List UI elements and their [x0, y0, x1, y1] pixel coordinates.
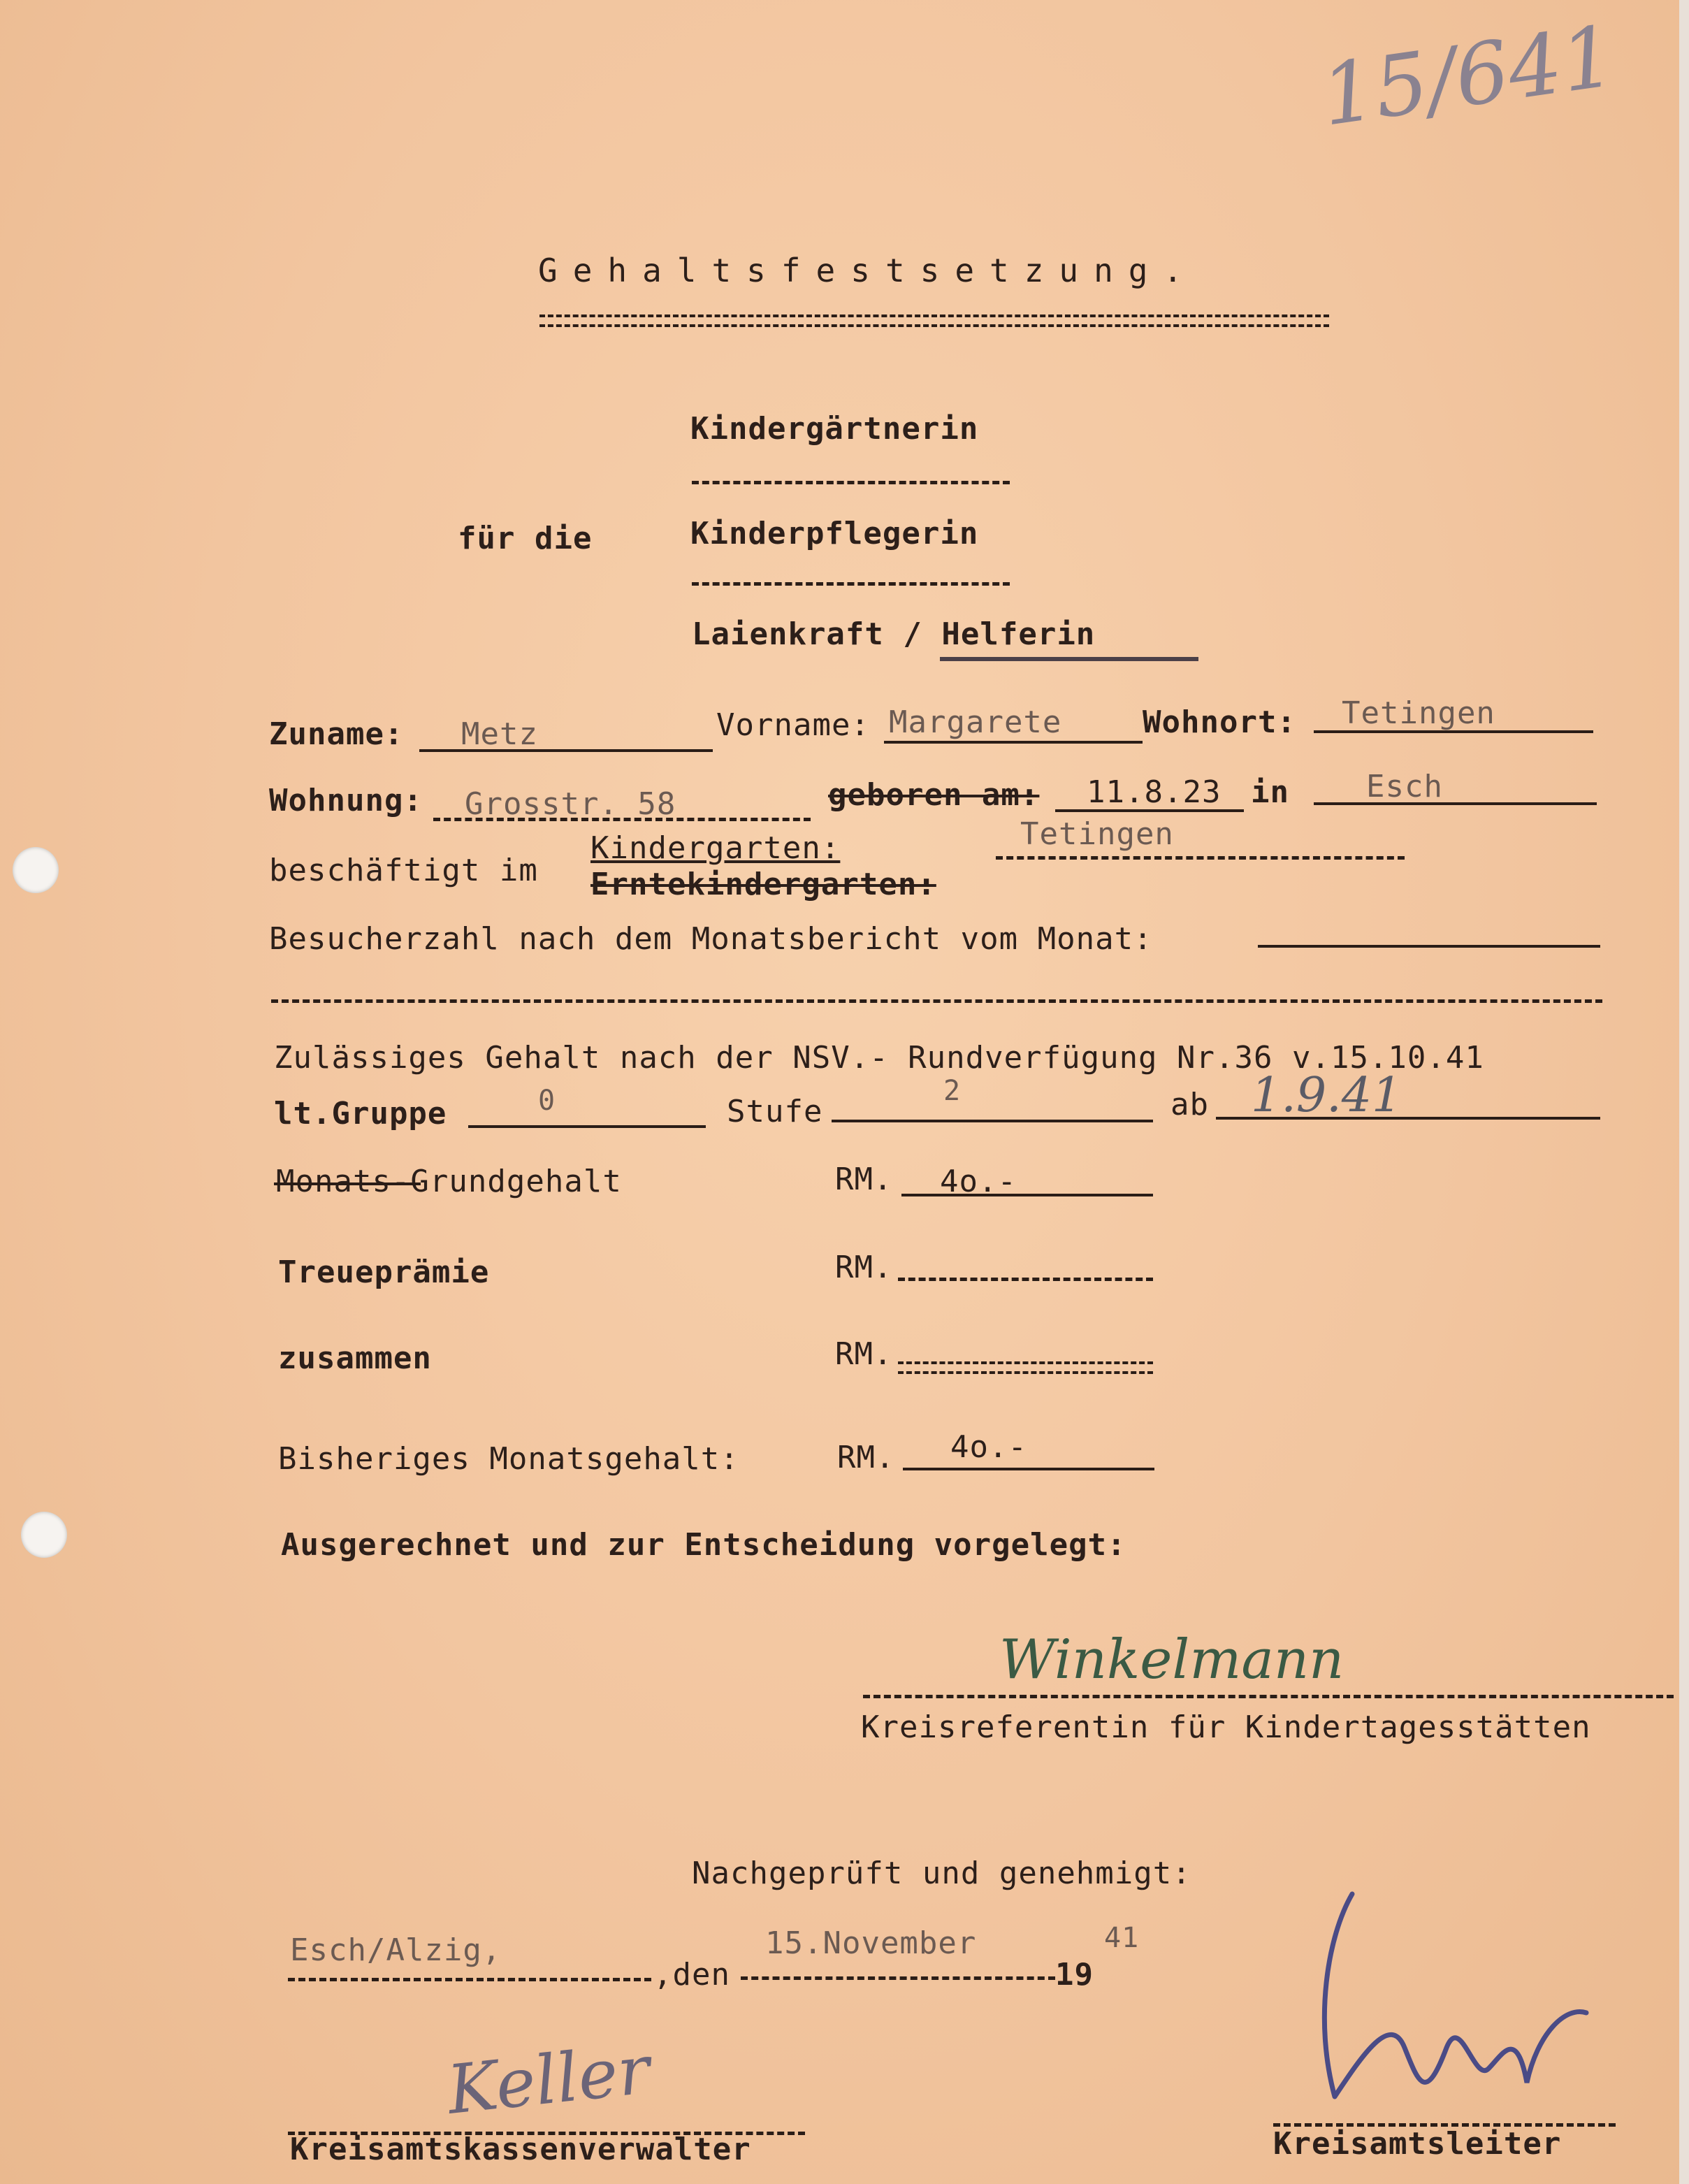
signer-2-title: Kreisamtskassenverwalter: [290, 2132, 751, 2167]
vorname-label: Vorname:: [716, 707, 870, 743]
besucherzahl-line-2: [271, 999, 1602, 1003]
ab-line: [1216, 1117, 1600, 1120]
year-suffix: 41: [1104, 1922, 1140, 1954]
geboren-line: [1055, 809, 1244, 812]
signature-winkelmann: Winkelmann: [999, 1628, 1344, 1691]
helferin-underline: [940, 657, 1198, 661]
place-line: [288, 1978, 651, 1981]
year-prefix: 19: [1055, 1957, 1094, 1993]
rule-line: Zulässiges Gehalt nach der NSV.- Rundverfügung Nr.36 v.15.10.41: [274, 1040, 1484, 1076]
signature-keller: Keller: [443, 2030, 654, 2129]
signer-2-line: [288, 2132, 805, 2135]
wohnung-value: Grosstr. 58: [465, 786, 676, 822]
file-number: 15/641: [1315, 8, 1621, 145]
kindergarten-value: Tetingen: [1020, 816, 1174, 852]
signature-1-line: [863, 1695, 1674, 1698]
den-label: ,den: [653, 1957, 730, 1993]
punch-hole-bottom: [21, 1512, 67, 1558]
date-line: [741, 1976, 1055, 1980]
place: Esch/Alzig,: [290, 1932, 502, 1968]
stufe-line: [832, 1120, 1153, 1122]
zusammen-label: zusammen: [278, 1340, 432, 1376]
grundgehalt-value: 4o.-: [940, 1164, 1017, 1199]
role-laienkraft-helferin: Laienkraft / Helferin: [692, 616, 1096, 652]
bisheriges-label: Bisheriges Monatsgehalt:: [278, 1441, 739, 1477]
signer-1-title: Kreisreferentin für Kindertagesstätten: [861, 1709, 1591, 1745]
gruppe-line: [468, 1125, 706, 1128]
document-title: Gehaltsfestsetzung.: [538, 252, 1198, 289]
besucherzahl-label: Besucherzahl nach dem Monatsbericht vom Monat:: [269, 921, 1153, 957]
wohnort-line: [1314, 730, 1593, 733]
in-label: in: [1251, 774, 1289, 810]
in-line: [1314, 802, 1597, 805]
zusammen-currency: RM.: [835, 1336, 893, 1372]
treuepraemie-currency: RM.: [835, 1250, 893, 1285]
fuer-die-label: für die: [458, 521, 593, 556]
role-strike-2: [692, 582, 1010, 586]
wohnort-value: Tetingen: [1342, 695, 1495, 731]
wohnort-label: Wohnort:: [1143, 704, 1296, 740]
role-kinderpflegerin: Kinderpflegerin: [690, 516, 979, 551]
wohnung-line: [433, 818, 811, 821]
role-strike-1: [692, 481, 1010, 484]
date-value: 15.November: [765, 1925, 977, 1961]
zusammen-line: [898, 1361, 1153, 1374]
ausgerechnet-text: Ausgerechnet und zur Entscheidung vorgelegt:: [281, 1527, 1126, 1563]
wohnung-label: Wohnung:: [269, 783, 423, 818]
nachgeprueft-text: Nachgeprüft und genehmigt:: [692, 1856, 1191, 1891]
stufe-label: Stufe: [727, 1094, 823, 1129]
bisheriges-value: 4o.-: [950, 1429, 1027, 1465]
title-underline: [539, 314, 1329, 327]
role-kindergaertnerin: Kindergärtnerin: [690, 411, 979, 447]
bisheriges-line: [903, 1468, 1154, 1470]
treuepraemie-label: Treueprämie: [278, 1254, 490, 1290]
kindergarten-line: [996, 856, 1405, 860]
gruppe-label: lt.Gruppe: [274, 1096, 447, 1131]
zuname-value: Metz: [461, 716, 538, 752]
in-value: Esch: [1366, 769, 1443, 804]
signature-kreisamtsleiter: [1286, 1873, 1593, 2125]
ab-value: 1.9.41: [1251, 1068, 1402, 1123]
punch-hole-top: [13, 847, 59, 893]
signer-3-line: [1273, 2123, 1616, 2127]
page-edge: [1679, 0, 1689, 2184]
vorname-value: Margarete: [889, 704, 1062, 740]
gruppe-value: 0: [538, 1085, 556, 1117]
signer-3-title: Kreisamtsleiter: [1273, 2126, 1562, 2162]
grundgehalt-line: [901, 1194, 1153, 1196]
grundgehalt-currency: RM.: [835, 1162, 893, 1197]
stufe-value: 2: [943, 1075, 962, 1107]
zuname-line: [419, 749, 713, 752]
zuname-label: Zuname:: [269, 716, 404, 752]
ab-label: ab: [1170, 1087, 1209, 1122]
geboren-value: 11.8.23: [1087, 774, 1222, 810]
besucherzahl-line: [1258, 945, 1600, 948]
vorname-line: [884, 741, 1143, 744]
erntekindergarten-label: Erntekindergarten:: [590, 867, 936, 902]
geboren-label: geboren am:: [828, 777, 1040, 813]
beschaeftigt-label: beschäftigt im: [269, 853, 538, 888]
grundgehalt-label: Monats-Grundgehalt: [276, 1164, 622, 1199]
monats-strike: [274, 1183, 421, 1185]
treuepraemie-line: [898, 1278, 1153, 1281]
kindergarten-label: Kindergarten:: [590, 830, 841, 866]
bisheriges-currency: RM.: [837, 1440, 895, 1475]
